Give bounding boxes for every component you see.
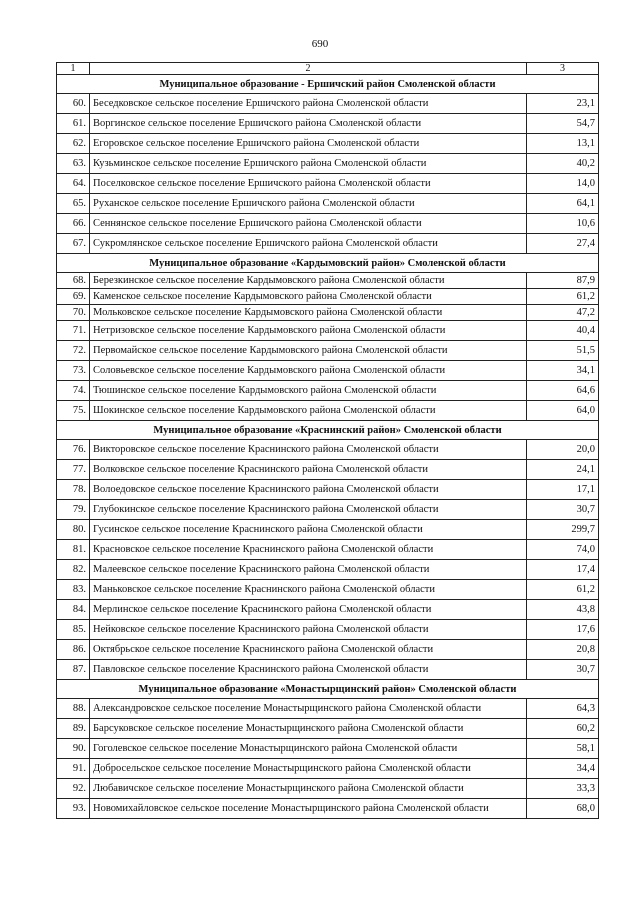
table-row	[57, 440, 599, 460]
row-value: 51,5	[527, 341, 599, 361]
column-header-2: 2	[90, 63, 527, 75]
settlement-name: Сеннянское сельское поселение Ершичского района Смоленской области	[90, 214, 527, 234]
table-row	[57, 500, 599, 520]
table-row	[57, 305, 599, 321]
table-row	[57, 540, 599, 560]
table-body	[57, 63, 599, 819]
row-value: 13,1	[527, 134, 599, 154]
table-row	[57, 699, 599, 719]
row-number: 81.	[57, 540, 90, 560]
row-value: 14,0	[527, 174, 599, 194]
settlement-name: Сукромлянское сельское поселение Ершичского района Смоленской области	[90, 234, 527, 254]
row-value: 34,1	[527, 361, 599, 381]
row-number: 67.	[57, 234, 90, 254]
table-row	[57, 799, 599, 819]
section-title: Муниципальное образование «Монастырщинский район» Смоленской области	[57, 680, 599, 699]
table-row	[57, 289, 599, 305]
row-number: 74.	[57, 381, 90, 401]
row-number: 87.	[57, 660, 90, 680]
row-number: 84.	[57, 600, 90, 620]
row-number: 61.	[57, 114, 90, 134]
table-row	[57, 381, 599, 401]
row-number: 75.	[57, 401, 90, 421]
table-row	[57, 600, 599, 620]
section-header-row	[57, 75, 599, 94]
section-title: Муниципальное образование «Краснинский район» Смоленской области	[57, 421, 599, 440]
row-value: 64,3	[527, 699, 599, 719]
row-value: 30,7	[527, 660, 599, 680]
table-row	[57, 759, 599, 779]
row-value: 20,8	[527, 640, 599, 660]
row-value: 87,9	[527, 273, 599, 289]
row-number: 63.	[57, 154, 90, 174]
row-value: 299,7	[527, 520, 599, 540]
settlement-name: Тюшинское сельское поселение Кардымовского района Смоленской области	[90, 381, 527, 401]
settlement-name: Мольковское сельское поселение Кардымовского района Смоленской области	[90, 305, 527, 321]
row-number: 62.	[57, 134, 90, 154]
section-header-row	[57, 680, 599, 699]
table-row	[57, 234, 599, 254]
settlement-name: Красновское сельское поселение Краснинского района Смоленской области	[90, 540, 527, 560]
row-value: 34,4	[527, 759, 599, 779]
row-value: 61,2	[527, 289, 599, 305]
row-number: 80.	[57, 520, 90, 540]
settlement-name: Гусинское сельское поселение Краснинского района Смоленской области	[90, 520, 527, 540]
settlement-name: Нейковское сельское поселение Краснинского района Смоленской области	[90, 620, 527, 640]
row-number: 71.	[57, 321, 90, 341]
table-row	[57, 194, 599, 214]
table-row	[57, 154, 599, 174]
column-header-3: 3	[527, 63, 599, 75]
table-row	[57, 640, 599, 660]
table-row	[57, 321, 599, 341]
settlement-name: Соловьевское сельское поселение Кардымовского района Смоленской области	[90, 361, 527, 381]
row-value: 47,2	[527, 305, 599, 321]
row-number: 83.	[57, 580, 90, 600]
settlements-table	[56, 62, 599, 819]
row-number: 66.	[57, 214, 90, 234]
row-number: 70.	[57, 305, 90, 321]
settlement-name: Павловское сельское поселение Краснинского района Смоленской области	[90, 660, 527, 680]
table-row	[57, 94, 599, 114]
table-row	[57, 214, 599, 234]
row-value: 74,0	[527, 540, 599, 560]
settlement-name: Добросельское сельское поселение Монастырщинского района Смоленской области	[90, 759, 527, 779]
table-row	[57, 114, 599, 134]
settlement-name: Каменское сельское поселение Кардымовского района Смоленской области	[90, 289, 527, 305]
settlement-name: Кузьминское сельское поселение Ершичского района Смоленской области	[90, 154, 527, 174]
table-row	[57, 620, 599, 640]
table-row	[57, 460, 599, 480]
table-row	[57, 134, 599, 154]
settlement-name: Нетризовское сельское поселение Кардымовского района Смоленской области	[90, 321, 527, 341]
settlement-name: Волковское сельское поселение Краснинского района Смоленской области	[90, 460, 527, 480]
row-value: 10,6	[527, 214, 599, 234]
row-number: 77.	[57, 460, 90, 480]
settlement-name: Малеевское сельское поселение Краснинского района Смоленской области	[90, 560, 527, 580]
row-value: 17,4	[527, 560, 599, 580]
settlement-name: Октябрьское сельское поселение Краснинского района Смоленской области	[90, 640, 527, 660]
row-value: 30,7	[527, 500, 599, 520]
table-row	[57, 580, 599, 600]
row-value: 23,1	[527, 94, 599, 114]
row-value: 40,4	[527, 321, 599, 341]
row-value: 58,1	[527, 739, 599, 759]
column-header-1: 1	[57, 63, 90, 75]
row-value: 17,6	[527, 620, 599, 640]
row-number: 85.	[57, 620, 90, 640]
row-number: 91.	[57, 759, 90, 779]
section-header-row	[57, 421, 599, 440]
row-number: 76.	[57, 440, 90, 460]
row-number: 68.	[57, 273, 90, 289]
row-value: 20,0	[527, 440, 599, 460]
row-number: 90.	[57, 739, 90, 759]
row-value: 27,4	[527, 234, 599, 254]
settlement-name: Маньковское сельское поселение Краснинского района Смоленской области	[90, 580, 527, 600]
row-number: 73.	[57, 361, 90, 381]
table-row	[57, 361, 599, 381]
settlement-name: Руханское сельское поселение Ершичского района Смоленской области	[90, 194, 527, 214]
table-row	[57, 719, 599, 739]
settlement-name: Поселковское сельское поселение Ершичского района Смоленской области	[90, 174, 527, 194]
row-value: 64,1	[527, 194, 599, 214]
settlement-name: Шокинское сельское поселение Кардымовского района Смоленской области	[90, 401, 527, 421]
section-header-row	[57, 254, 599, 273]
row-value: 17,1	[527, 480, 599, 500]
row-value: 40,2	[527, 154, 599, 174]
section-title: Муниципальное образование - Ершичский район Смоленской области	[57, 75, 599, 94]
row-value: 61,2	[527, 580, 599, 600]
row-value: 24,1	[527, 460, 599, 480]
settlement-name: Воргинское сельское поселение Ершичского района Смоленской области	[90, 114, 527, 134]
row-value: 64,0	[527, 401, 599, 421]
settlement-name: Любавичское сельское поселение Монастырщинского района Смоленской области	[90, 779, 527, 799]
page-number: 690	[311, 38, 329, 50]
settlement-name: Глубокинское сельское поселение Краснинского района Смоленской области	[90, 500, 527, 520]
table-row	[57, 480, 599, 500]
settlement-name: Волоедовское сельское поселение Краснинского района Смоленской области	[90, 480, 527, 500]
settlement-name: Первомайское сельское поселение Кардымовского района Смоленской области	[90, 341, 527, 361]
table-row	[57, 779, 599, 799]
row-number: 79.	[57, 500, 90, 520]
settlement-name: Егоровское сельское поселение Ершичского района Смоленской области	[90, 134, 527, 154]
table-row	[57, 660, 599, 680]
settlement-name: Барсуковское сельское поселение Монастырщинского района Смоленской области	[90, 719, 527, 739]
settlement-name: Мерлинское сельское поселение Краснинского района Смоленской области	[90, 600, 527, 620]
section-title: Муниципальное образование «Кардымовский район» Смоленской области	[57, 254, 599, 273]
table-row	[57, 560, 599, 580]
row-value: 64,6	[527, 381, 599, 401]
row-number: 78.	[57, 480, 90, 500]
settlement-name: Беседковское сельское поселение Ершичского района Смоленской области	[90, 94, 527, 114]
table-row	[57, 273, 599, 289]
settlement-name: Викторовское сельское поселение Краснинского района Смоленской области	[90, 440, 527, 460]
settlement-name: Гоголевское сельское поселение Монастырщинского района Смоленской области	[90, 739, 527, 759]
settlement-name: Новомихайловское сельское поселение Монастырщинского района Смоленской области	[90, 799, 527, 819]
row-number: 60.	[57, 94, 90, 114]
row-number: 88.	[57, 699, 90, 719]
row-number: 89.	[57, 719, 90, 739]
row-value: 68,0	[527, 799, 599, 819]
row-number: 64.	[57, 174, 90, 194]
row-number: 93.	[57, 799, 90, 819]
settlement-name: Березкинское сельское поселение Кардымовского района Смоленской области	[90, 273, 527, 289]
row-number: 69.	[57, 289, 90, 305]
row-number: 86.	[57, 640, 90, 660]
settlement-name: Александровское сельское поселение Монастырщинского района Смоленской области	[90, 699, 527, 719]
column-header-row	[57, 63, 599, 75]
row-value: 54,7	[527, 114, 599, 134]
table-row	[57, 341, 599, 361]
row-number: 65.	[57, 194, 90, 214]
row-number: 82.	[57, 560, 90, 580]
table-row	[57, 520, 599, 540]
table-row	[57, 739, 599, 759]
row-number: 72.	[57, 341, 90, 361]
row-value: 33,3	[527, 779, 599, 799]
row-value: 43,8	[527, 600, 599, 620]
row-value: 60,2	[527, 719, 599, 739]
table-row	[57, 174, 599, 194]
row-number: 92.	[57, 779, 90, 799]
table-row	[57, 401, 599, 421]
